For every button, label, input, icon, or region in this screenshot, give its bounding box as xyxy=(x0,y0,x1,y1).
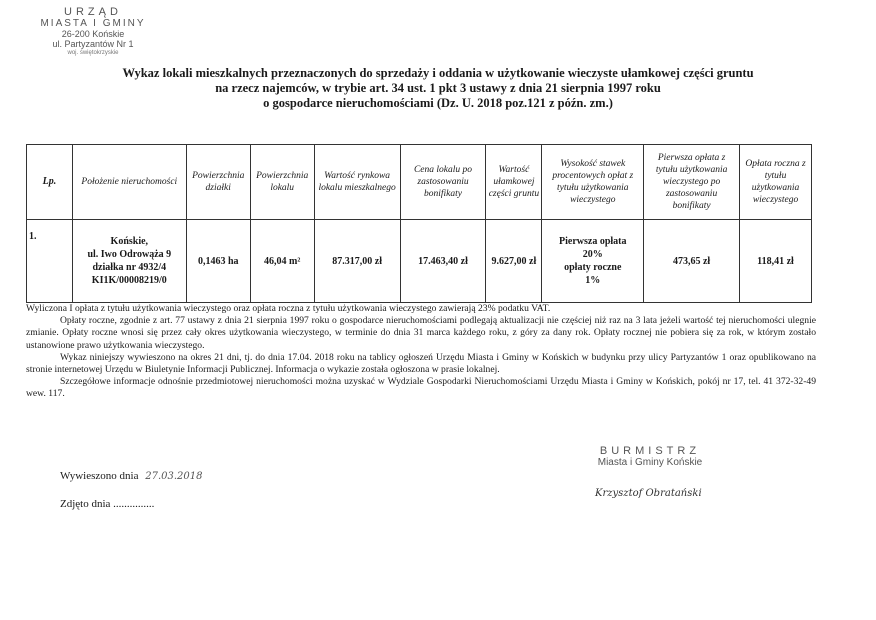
mayor-stamp-line-2: Miasta i Gminy Końskie xyxy=(597,457,703,468)
note-vat: Wyliczona I opłata z tytułu użytkowania wieczystego oraz opłata roczna z tytułu użytkowania wieczystego zawierają 23% podatku VAT. xyxy=(26,303,551,314)
location-line-3: działka nr 4932/4 xyxy=(92,262,167,273)
removed-dots: ............... xyxy=(113,498,155,510)
notes-section xyxy=(26,303,816,401)
property-table xyxy=(26,144,812,303)
cell-location xyxy=(72,220,186,303)
title-line-3: o gospodarce nieruchomościami (Dz. U. 2018 poz.121 z późn. zm.) xyxy=(263,96,613,110)
office-stamp xyxy=(28,6,158,57)
title-line-1: Wykaz lokali mieszkalnych przeznaczonych do sprzedaży i oddania w użytkowanie wieczyste ułamkowej części gruntu xyxy=(122,66,754,80)
header-location: Położenie nieruchomości xyxy=(72,145,186,220)
header-plot-area: Powierzchnia działki xyxy=(186,145,250,220)
header-land-share-value: Wartość ułamkowej części gruntu xyxy=(486,145,542,220)
note-posting: Wykaz niniejszy wywieszono na okres 21 dni, tj. do dnia 17.04. 2018 roku na tablicy ogłoszeń Urzędu Miasta i Gminy w Końskich w budynku przy ulicy Partyzantów 1 oraz opublikowano na stronie internetowej Urzędu w Biuletynie Informacji Publicznej. Informacja o wykazie została ogłoszona w prasie lokalnej. xyxy=(26,351,816,376)
header-unit-area: Powierzchnia lokalu xyxy=(250,145,314,220)
cell-land-share-value: 9.627,00 zł xyxy=(486,220,542,303)
rate-line-3: opłaty roczne xyxy=(564,262,622,273)
header-annual-fee: Opłata roczna z tytułu użytkowania wieczystego xyxy=(740,145,812,220)
cell-market-value: 87.317,00 zł xyxy=(314,220,400,303)
stamp-line-1: URZĄD xyxy=(64,6,122,18)
stamp-line-4: ul. Partyzantów Nr 1 xyxy=(52,39,134,49)
mayor-stamp xyxy=(585,445,715,468)
header-rates: Wysokość stawek procentowych opłat z tytułu użytkowania wieczystego xyxy=(542,145,644,220)
removed-label: Zdjęto dnia xyxy=(60,498,111,510)
stamp-line-3: 26-200 Końskie xyxy=(61,29,125,39)
table-row xyxy=(27,220,812,303)
rate-line-1: Pierwsza opłata xyxy=(559,236,627,247)
cell-lp: 1. xyxy=(27,220,73,303)
removed-line xyxy=(60,498,154,510)
header-first-fee: Pierwsza opłata z tytułu użytkowania wieczystego po zastosowaniu bonifikaty xyxy=(644,145,740,220)
header-market-value: Wartość rynkowa lokalu mieszkalnego xyxy=(314,145,400,220)
stamp-line-5: woj. świętokrzyskie xyxy=(67,50,119,56)
header-price-after-discount: Cena lokalu po zastosowaniu bonifikaty xyxy=(400,145,486,220)
cell-first-fee: 473,65 zł xyxy=(644,220,740,303)
posted-label: Wywieszono dnia xyxy=(60,470,139,482)
header-lp: Lp. xyxy=(27,145,73,220)
cell-plot-area: 0,1463 ha xyxy=(186,220,250,303)
cell-annual-fee: 118,41 zł xyxy=(740,220,812,303)
cell-price-after-discount: 17.463,40 zł xyxy=(400,220,486,303)
note-information: Szczegółowe informacje odnośnie przedmiotowej nieruchomości można uzyskać w Wydziale Gospodarki Nieruchomościami Urzędu Miasta i Gminy w Końskich, pokój nr 17, tel. 41 372-32-49 wew. 117. xyxy=(26,376,816,400)
note-annual-fees: Opłaty roczne, zgodnie z art. 77 ustawy z dnia 21 sierpnia 1997 roku o gospodarce nieruchomościami podlegają aktualizacji nie częściej niż raz na 3 lata jeżeli wartość tej nieruchomości ulegnie zmianie. Opłaty roczne wnosi się przez cały okres użytkowania wieczystego, w terminie do dnia 31 marca każdego roku, z góry za dany rok. Opłaty rocznej nie pobiera się za rok, w którym zostało ustanowione prawo użytkowania wieczystego. xyxy=(26,315,816,351)
location-line-1: Końskie, xyxy=(110,236,149,247)
cell-rates xyxy=(542,220,644,303)
mayor-signature: Krzysztof Obratański xyxy=(595,488,702,499)
stamp-line-2: MIASTA I GMINY xyxy=(40,18,146,29)
table-header-row xyxy=(27,145,812,220)
rate-line-4: 1% xyxy=(585,275,601,286)
location-line-2: ul. Iwo Odrowąża 9 xyxy=(87,249,172,260)
document-title xyxy=(0,66,876,111)
cell-unit-area: 46,04 m² xyxy=(250,220,314,303)
mayor-stamp-line-1: BURMISTRZ xyxy=(599,445,701,457)
posted-line xyxy=(60,470,202,482)
location-line-4: KI1K/00008219/0 xyxy=(91,275,167,286)
rate-line-2: 20% xyxy=(582,249,603,260)
posted-date: 27.03.2018 xyxy=(145,471,203,482)
title-line-2: na rzecz najemców, w trybie art. 34 ust. 1 pkt 3 ustawy z dnia 21 sierpnia 1997 roku xyxy=(215,81,661,95)
